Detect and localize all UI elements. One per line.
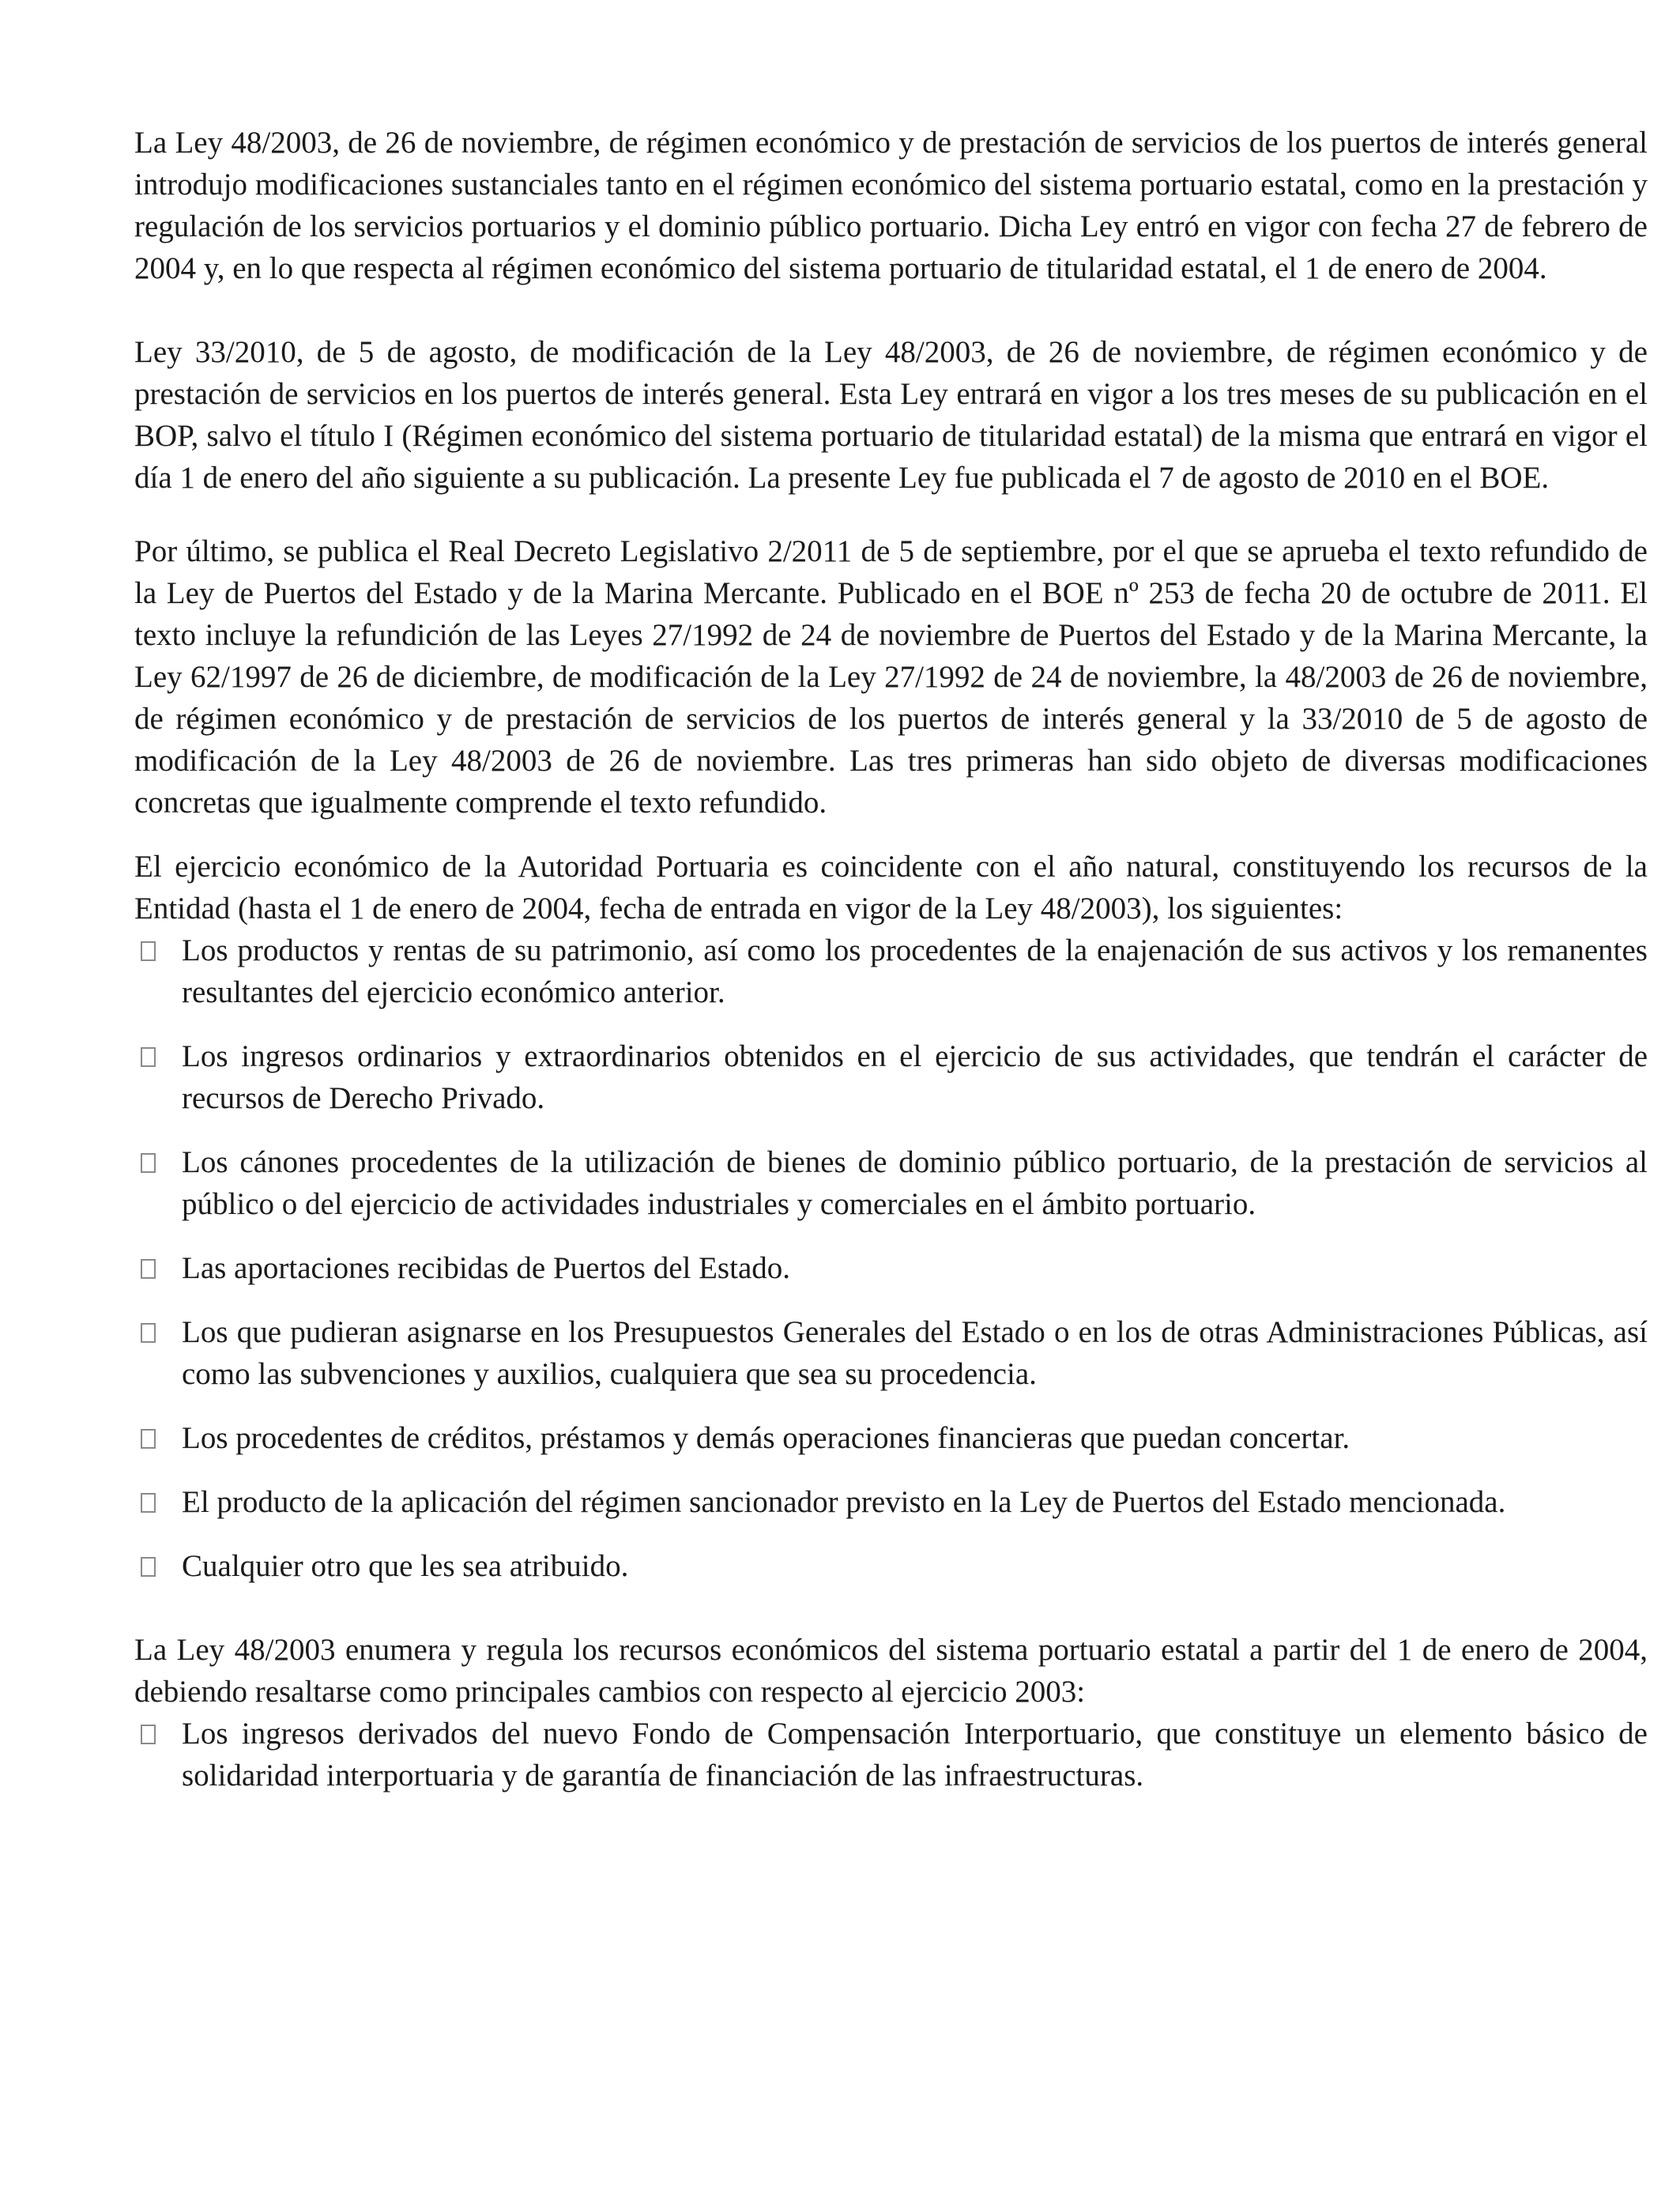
list-item (134, 1481, 1648, 1523)
missing-glyph-box-icon (141, 1047, 156, 1067)
list-item-text: El producto de la aplicación del régimen sancionador previsto en la Ley de Puertos del Estado mencionada. (182, 1485, 1506, 1519)
list-item (134, 1141, 1648, 1225)
list-item-text: Los ingresos derivados del nuevo Fondo de Compensación Interportuario, que constituye un elemento básico de solidaridad interportuaria y de garantía de financiación de las infraestructuras. (182, 1717, 1648, 1793)
changes-list (134, 1713, 1648, 1796)
document-body (134, 122, 1648, 1796)
paragraph-ley-33-2010: Ley 33/2010, de 5 de agosto, de modificación de la Ley 48/2003, de 26 de noviembre, de régimen económico y de prestación de servicios en los puertos de interés general. Esta Ley entrará en vigor a los tres meses de su publicación en el BOP, salvo el título I (Régimen económico del sistema portuario de titularidad estatal) de la misma que entrará en vigor el día 1 de enero del año siguiente a su publicación. La presente Ley fue publicada el 7 de agosto de 2010 en el BOE. (134, 335, 1648, 495)
missing-glyph-box-icon (141, 1259, 156, 1279)
list-item-text: Los productos y rentas de su patrimonio, así como los procedentes de la enajenación de sus activos y los remanentes resultantes del ejercicio económico anterior. (182, 933, 1648, 1009)
list-item-text: Los procedentes de créditos, préstamos y demás operaciones financieras que puedan concertar. (182, 1421, 1350, 1455)
list-item (134, 1417, 1648, 1459)
list-item-text: Cualquier otro que les sea atribuido. (182, 1549, 629, 1583)
list-item (134, 929, 1648, 1013)
paragraph-real-decreto: Por último, se publica el Real Decreto Legislativo 2/2011 de 5 de septiembre, por el que se aprueba el texto refundido de la Ley de Puertos del Estado y de la Marina Mercante. Publicado en el BOE nº 253 de fecha 20 de octubre de 2011. El texto incluye la refundición de las Leyes 27/1992 de 24 de noviembre de Puertos del Estado y de la Marina Mercante, la Ley 62/1997 de 26 de diciembre, de modificación de la Ley 27/1992 de 24 de noviembre, la 48/2003 de 26 de noviembre, de régimen económico y de prestación de servicios de los puertos de interés general y la 33/2010 de 5 de agosto de modificación de la Ley 48/2003 de 26 de noviembre. Las tres primeras han sido objeto de diversas modificaciones concretas que igualmente comprende el texto refundido. (134, 534, 1648, 820)
missing-glyph-box-icon (141, 1725, 156, 1744)
missing-glyph-box-icon (141, 1153, 156, 1173)
list-item (134, 1247, 1648, 1289)
missing-glyph-box-icon (141, 941, 156, 961)
list-item (134, 1713, 1648, 1796)
missing-glyph-box-icon (141, 1493, 156, 1513)
list-item (134, 1311, 1648, 1395)
missing-glyph-box-icon (141, 1429, 156, 1449)
missing-glyph-box-icon (141, 1323, 156, 1343)
list-item (134, 1035, 1648, 1119)
list-item (134, 1545, 1648, 1587)
list-item-text: Las aportaciones recibidas de Puertos del Estado. (182, 1251, 791, 1285)
list-item-text: Los cánones procedentes de la utilización de bienes de dominio público portuario, de la prestación de servicios al público o del ejercicio de actividades industriales y comerciales en el ámbito portuario. (182, 1145, 1648, 1221)
list-item-text: Los que pudieran asignarse en los Presupuestos Generales del Estado o en los de otras Administraciones Públicas, así como las subvenciones y auxilios, cualquiera que sea su procedencia. (182, 1315, 1648, 1391)
paragraph-ejercicio-economico: El ejercicio económico de la Autoridad Portuaria es coincidente con el año natural, constituyendo los recursos de la Entidad (hasta el 1 de enero de 2004, fecha de entrada en vigor de la Ley 48/2003), los siguientes: (134, 850, 1648, 925)
paragraph-ley-48-2003: La Ley 48/2003, de 26 de noviembre, de régimen económico y de prestación de servicios de los puertos de interés general introdujo modificaciones sustanciales tanto en el régimen económico del sistema portuario estatal, como en la prestación y regulación de los servicios portuarios y el dominio público portuario. Dicha Ley entró en vigor con fecha 27 de febrero de 2004 y, en lo que respecta al régimen económico del sistema portuario de titularidad estatal, el 1 de enero de 2004. (134, 126, 1648, 285)
paragraph-recursos-economicos: La Ley 48/2003 enumera y regula los recursos económicos del sistema portuario estatal a partir del 1 de enero de 2004, debiendo resaltarse como principales cambios con respecto al ejercicio 2003: (134, 1633, 1648, 1709)
missing-glyph-box-icon (141, 1557, 156, 1577)
resources-list (134, 929, 1648, 1587)
list-item-text: Los ingresos ordinarios y extraordinarios obtenidos en el ejercicio de sus actividades, que tendrán el carácter de recursos de Derecho Privado. (182, 1039, 1648, 1115)
